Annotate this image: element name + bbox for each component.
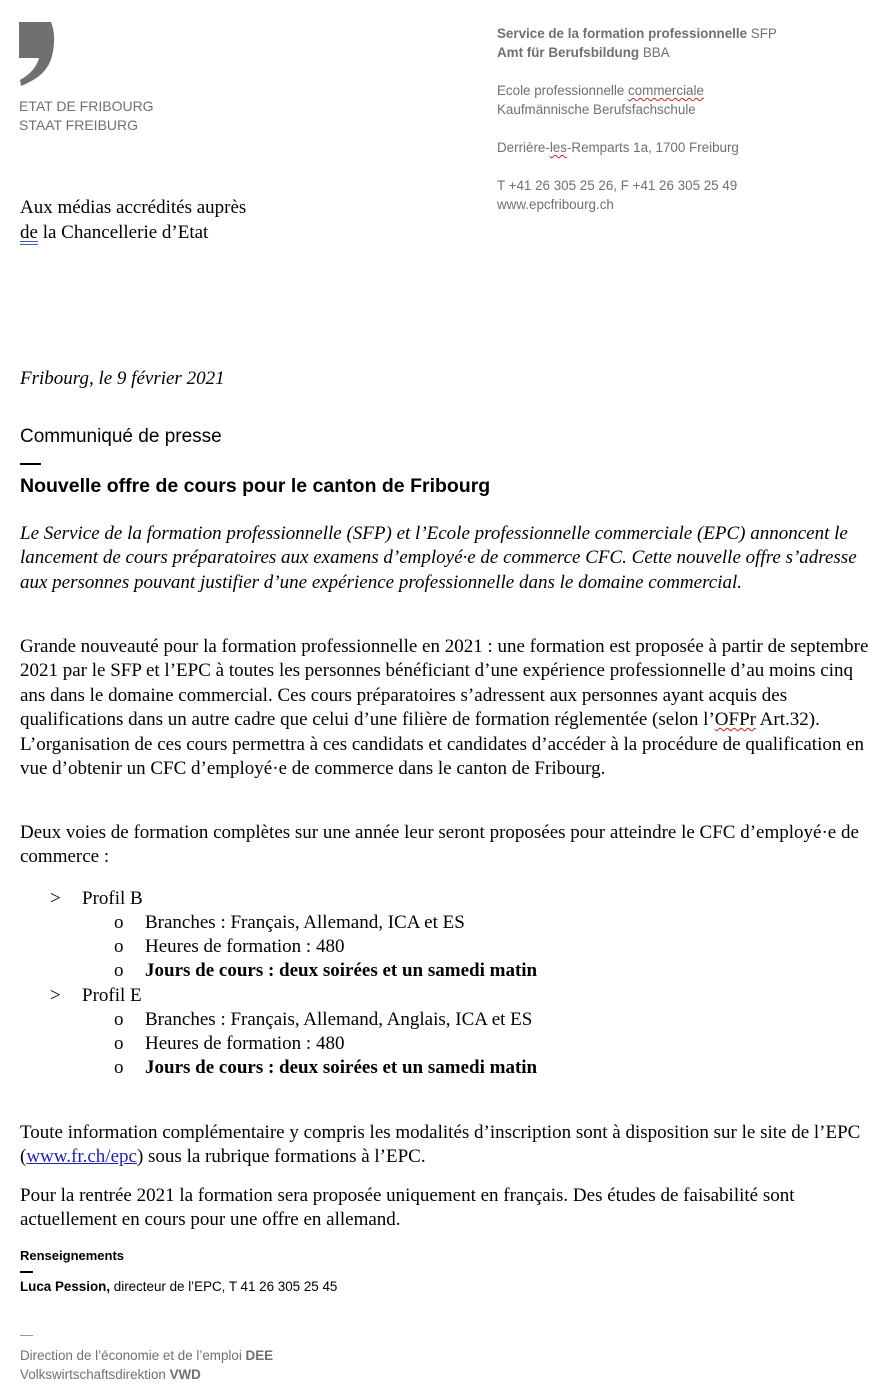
list-item <box>114 1008 532 1032</box>
service-de-abbr: BBA <box>639 45 670 60</box>
addressee <box>20 195 246 245</box>
addressee-text: la Chancellerie d’Etat <box>37 222 209 243</box>
footer <box>20 1346 273 1384</box>
list-item-text: Jours de cours : deux soirées et un samedi matin <box>145 1057 538 1078</box>
chevron-right-icon: > <box>50 888 61 909</box>
profile-label: Profil E <box>82 985 142 1006</box>
school-de: Kaufmännische Berufsfachschule <box>497 102 696 117</box>
addressee-line-1: Aux médias accrédités auprès <box>20 197 247 218</box>
spellcheck-word: les <box>549 140 567 155</box>
address <box>497 138 777 157</box>
list-item-text: Heures de formation : 480 <box>145 936 345 957</box>
circle-bullet-icon: o <box>114 912 124 933</box>
footer-abbr: DEE <box>245 1348 274 1363</box>
logo-text <box>19 97 154 135</box>
list-item-text: Branches : Français, Allemand, ICA et ES <box>145 912 465 933</box>
website[interactable]: www.epcfribourg.ch <box>497 197 614 212</box>
addressee-line-2 <box>20 220 246 245</box>
circle-bullet-icon: o <box>114 936 124 957</box>
spellcheck-word: commerciale <box>628 83 704 98</box>
divider-dash <box>20 1271 33 1273</box>
paragraph-text: Toute information complémentaire y compris les modalités d’inscription sont à disposition sur le site de l’EPC ( <box>20 1122 861 1168</box>
service-fr-abbr: SFP <box>747 26 777 41</box>
paragraph-text: Grande nouveauté pour la formation professionnelle en 2021 : une formation est proposée à partir de septembre 2021 par le SFP et l’EPC à toutes les personnes bénéficiant d’une expérience professionnelle d’au moins cinq ans dans le domaine commercial. Ces cours préparatoires s’adressent aux personnes ayant acquis des qualifications dans un autre cadre que celui d’une filière de formation réglementée (selon l’ <box>20 636 869 731</box>
circle-bullet-icon: o <box>114 1057 124 1078</box>
circle-bullet-icon: o <box>114 1009 124 1030</box>
paragraph-pathways: Deux voies de formation complètes sur une année leur seront proposées pour atteindre le CFC d’employé·e de commerce : <box>20 822 859 868</box>
phone-fax: T +41 26 305 25 26, F +41 26 305 25 49 <box>497 178 738 193</box>
lead-paragraph: Le Service de la formation professionnelle (SFP) et l’Ecole professionnelle commerciale (EPC) annoncent le lancement de cours préparatoires aux examens d’employé·e de commerce CFC. Cette nouvelle offre s’adresse aux personnes pouvant justifier d’une expérience professionnelle dans le domaine commercial. <box>20 523 857 593</box>
logo-line-fr: ETAT DE FRIBOURG <box>19 98 154 114</box>
address-part: -Remparts 1a, 1700 Freiburg <box>566 140 739 155</box>
date-line: Fribourg, le 9 février 2021 <box>20 368 225 389</box>
divider-dash <box>20 463 41 465</box>
circle-bullet-icon: o <box>114 960 124 981</box>
chevron-right-icon: > <box>50 985 61 1006</box>
list-item <box>114 935 344 959</box>
footer-abbr: VWD <box>169 1367 201 1382</box>
school-fr-text: Ecole professionnelle <box>497 83 629 98</box>
list-item <box>114 911 465 935</box>
list-item-text: Branches : Français, Allemand, Anglais, ICA et ES <box>145 1009 533 1030</box>
document-type: Communiqué de presse <box>20 426 222 447</box>
paragraph-intro <box>20 635 870 781</box>
contact-line <box>20 1279 337 1294</box>
footer-dept-fr <box>20 1346 273 1365</box>
paragraph-text: ) sous la rubrique formations à l’EPC. <box>136 1146 426 1168</box>
address-part: Derrière- <box>497 140 550 155</box>
service-de <box>497 43 777 62</box>
list-item-profile-e <box>50 984 142 1008</box>
logo-line-de: STAAT FREIBURG <box>19 117 139 133</box>
sender-header <box>497 24 777 214</box>
service-fr-name: Service de la formation professionnelle <box>497 26 748 41</box>
paragraph-language: Pour la rentrée 2021 la formation sera proposée uniquement en français. Des études de faisabilité sont actuellement en cours pour une offre en allemand. <box>20 1185 795 1231</box>
spellcheck-word: OFPr <box>714 709 756 731</box>
service-fr <box>497 24 777 43</box>
grammar-flag-word: de <box>20 222 38 243</box>
comma-logo-icon <box>19 22 55 86</box>
list-item <box>114 1032 344 1056</box>
footer-divider <box>20 1335 33 1336</box>
contact-heading: Renseignements <box>20 1248 125 1263</box>
contact-name: Luca Pession, <box>20 1279 111 1294</box>
paragraph-text: Art.32). L’organisation de ces cours permettra à ces candidats et candidates d’accéder à la procédure de qualification en vue d’obtenir un CFC d’employé·e de commerce dans le canton de Fribourg. <box>20 709 865 780</box>
list-item-text: Jours de cours : deux soirées et un samedi matin <box>145 960 538 981</box>
footer-text: Volkswirtschaftsdirektion <box>20 1367 170 1382</box>
school-fr <box>497 81 777 100</box>
epc-link[interactable]: www.fr.ch/epc <box>26 1146 137 1168</box>
list-item <box>114 959 537 983</box>
footer-dept-de <box>20 1365 273 1384</box>
list-item <box>114 1056 537 1080</box>
paragraph-info <box>20 1121 870 1170</box>
list-item-profile-b <box>50 887 143 911</box>
footer-text: Direction de l’économie et de l’emploi <box>20 1348 246 1363</box>
list-item-text: Heures de formation : 480 <box>145 1033 345 1054</box>
profile-label: Profil B <box>82 888 143 909</box>
page-title: Nouvelle offre de cours pour le canton de Fribourg <box>20 475 491 497</box>
service-de-name: Amt für Berufsbildung <box>497 45 640 60</box>
circle-bullet-icon: o <box>114 1033 124 1054</box>
contact-details: directeur de l’EPC, T 41 26 305 25 45 <box>110 1279 338 1294</box>
